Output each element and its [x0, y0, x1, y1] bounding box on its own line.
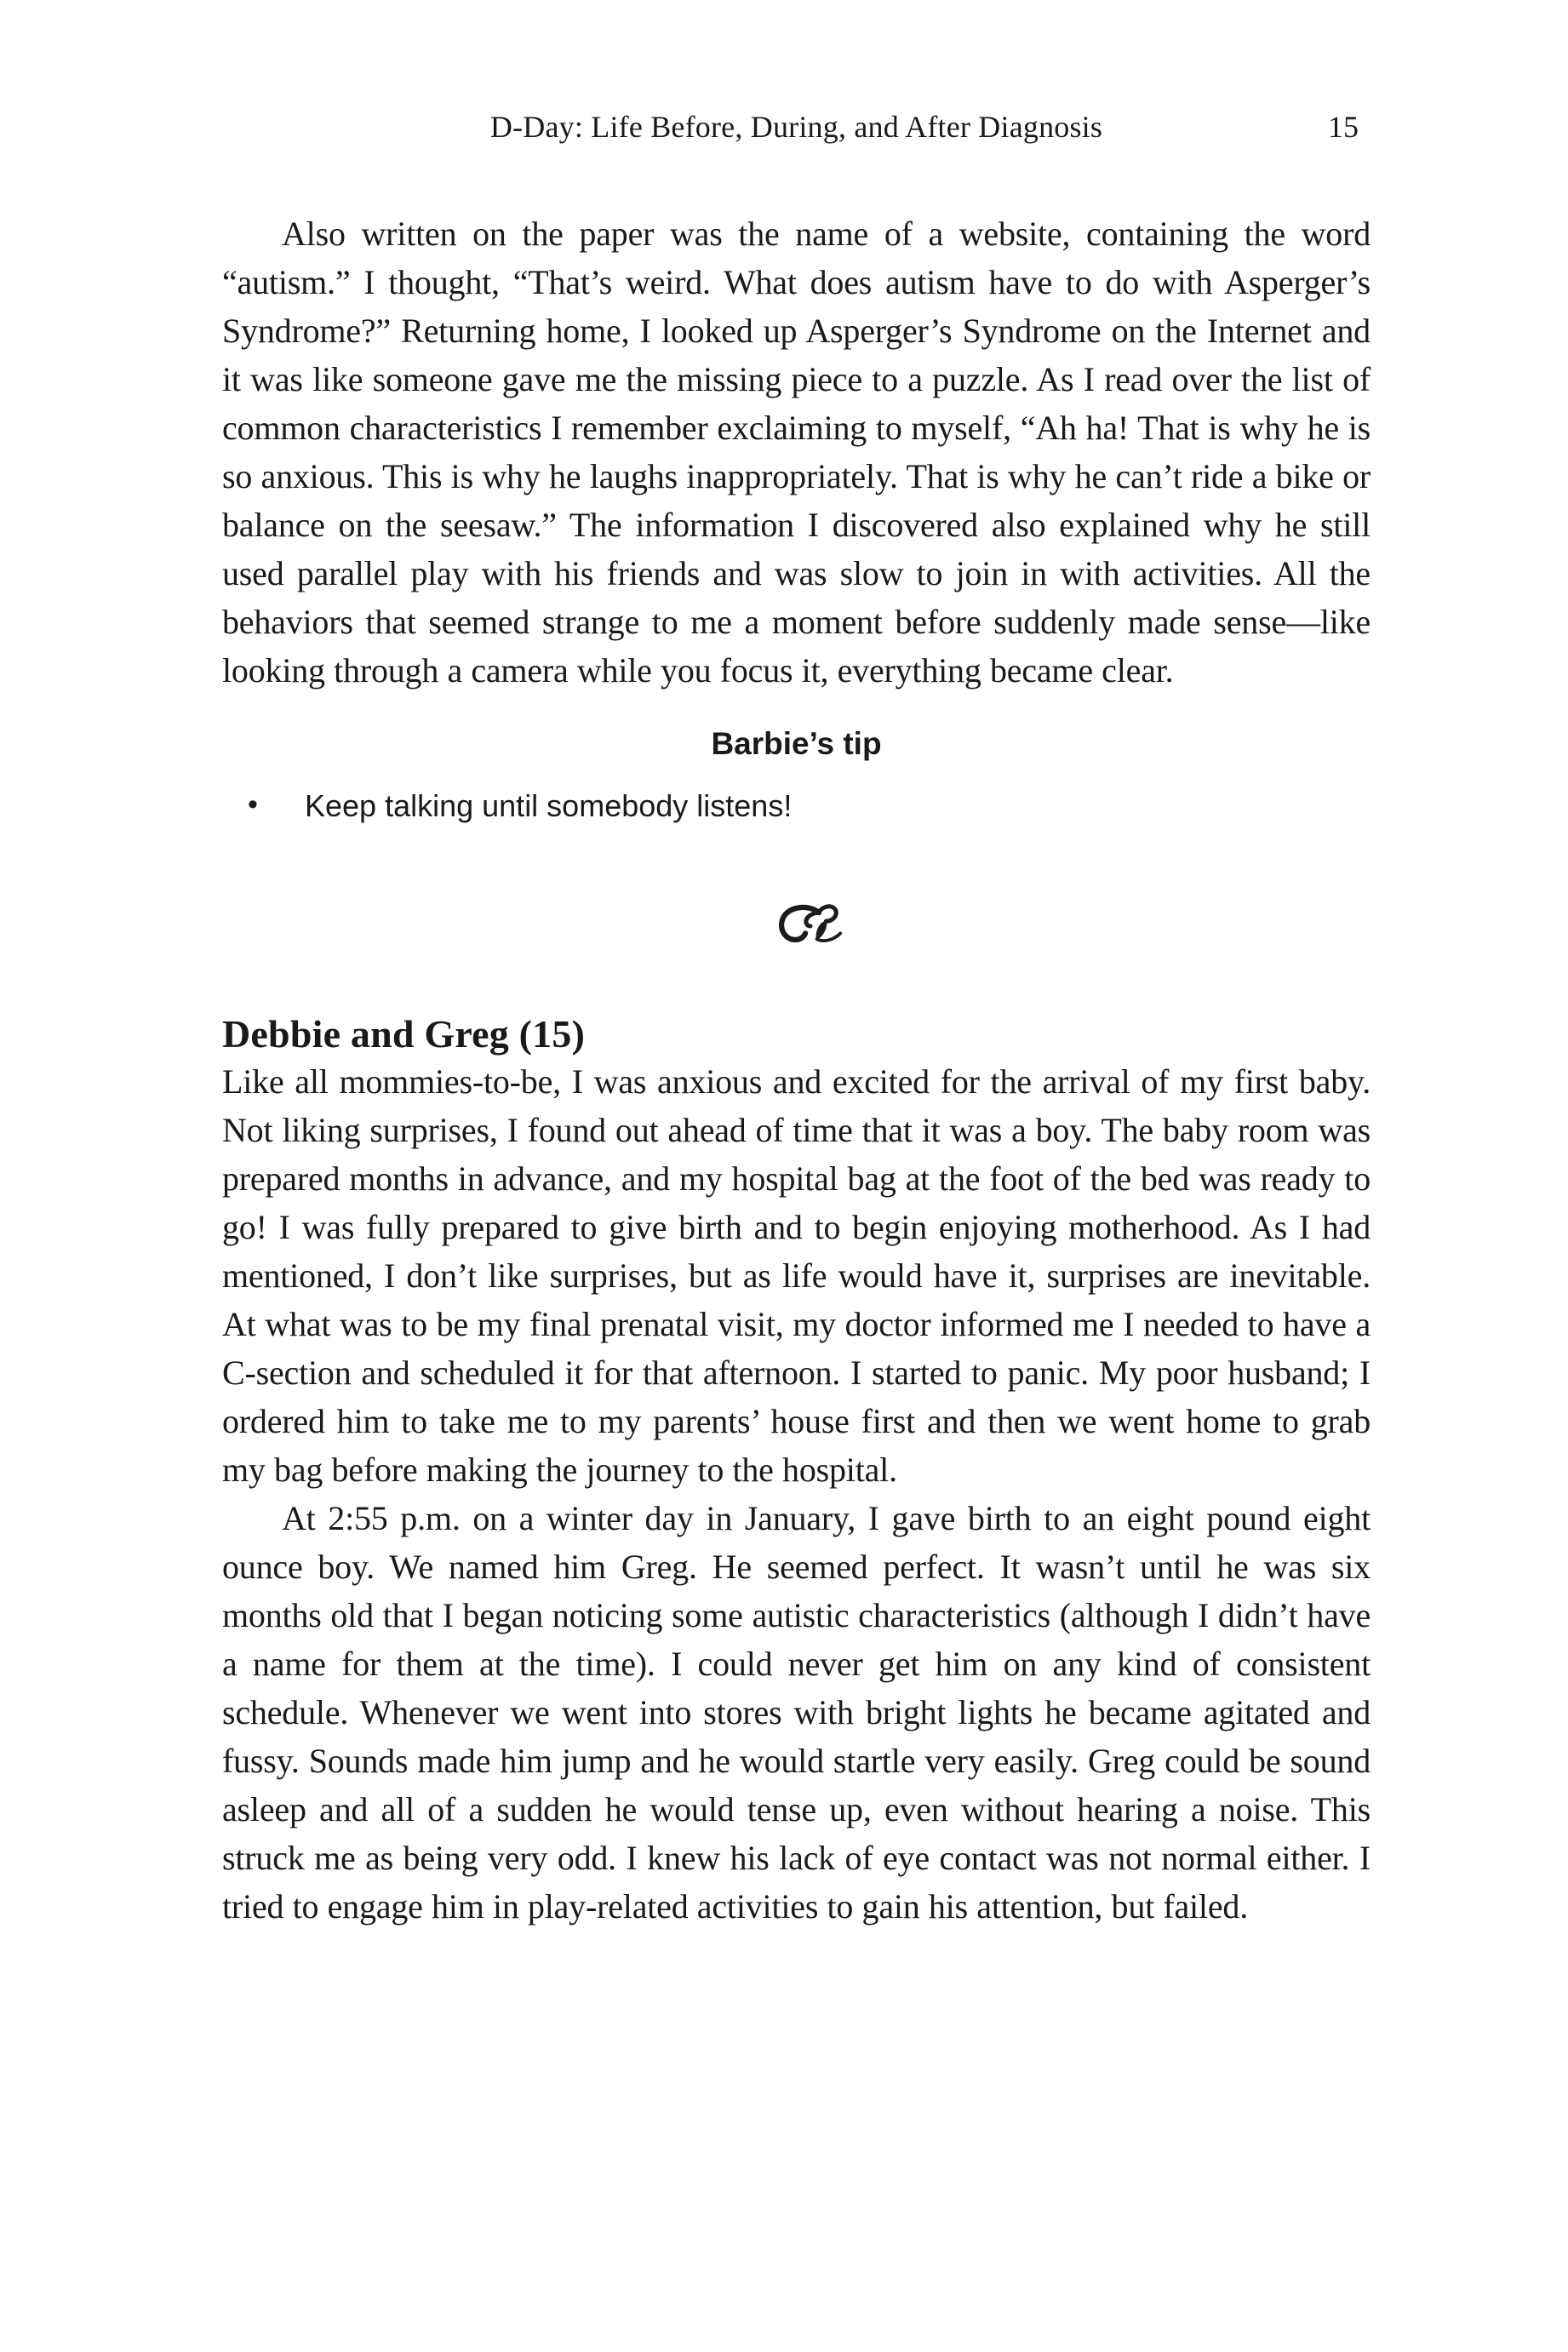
fleuron-icon — [774, 904, 847, 948]
tip-heading: Barbie’s tip — [711, 726, 882, 761]
story-paragraph-2: At 2:55 p.m. on a winter day in January, I gave birth to an eight pound eight ounce boy. We named him Greg. He seemed perfect. It wasn’t until he was six months old that I began noticing some autistic characteristics (although I didn’t have a name for them at the time). I could never get him on any kind of consistent schedule. Whenever we went into stores with bright lights he became agitated and fussy. Sounds made him jump and he would startle very easily. Greg could be sound asleep and all of a sudden he would tense up, even without hearing a noise. This struck me as being very odd. I knew his lack of eye contact was not normal either. I tried to engage him in play-related activities to gain his attention, but failed. — [222, 1499, 1371, 1926]
bullet-icon: • — [248, 788, 258, 821]
page-content — [222, 209, 1371, 1931]
page-header — [222, 107, 1371, 146]
scene-break-ornament — [222, 904, 1371, 948]
tip-item-text: Keep talking until somebody listens! — [305, 788, 793, 823]
intro-paragraph: Also written on the paper was the name of a website, containing the word “autism.” I thought, “That’s weird. What does autism have to do with Asperger’s Syndrome?” Returning home, I looked up Asperger’s Syndrome on the Internet and it was like someone gave me the missing piece to a puzzle. As I read over the list of common characteristics I remember exclaiming to myself, “Ah ha! That is why he is so anxious. This is why he laughs inappropriately. That is why he can’t ride a bike or balance on the seesaw.” The information I discovered also explained why he still used parallel play with his friends and was slow to join in with activities. All the behaviors that seemed strange to me a moment before suddenly made sense—like looking through a camera while you focus it, everything became clear. — [222, 215, 1371, 690]
story-paragraph-1: Like all mommies-to-be, I was anxious and excited for the arrival of my first baby. Not liking surprises, I found out ahead of time that it was a boy. The baby room was prepared months in advance, and my hospital bag at the foot of the bed was ready to go! I was fully prepared to give birth and to begin enjoying motherhood. As I had mentioned, I don’t like surprises, but as life would have it, surprises are inevitable. At what was to be my final prenatal visit, my doctor informed me I needed to have a C-section and scheduled it for that afternoon. I started to panic. My poor husband; I ordered him to take me to my parents’ house first and then we went home to grab my bag before making the journey to the hospital. — [222, 1062, 1371, 1489]
story-heading: Debbie and Greg (15) — [222, 1012, 586, 1056]
tip-list — [222, 787, 1371, 826]
running-header-title: D-Day: Life Before, During, and After Diagnosis — [489, 110, 1103, 144]
tip-list-item — [222, 787, 1371, 826]
page-number: 15 — [1328, 110, 1359, 144]
